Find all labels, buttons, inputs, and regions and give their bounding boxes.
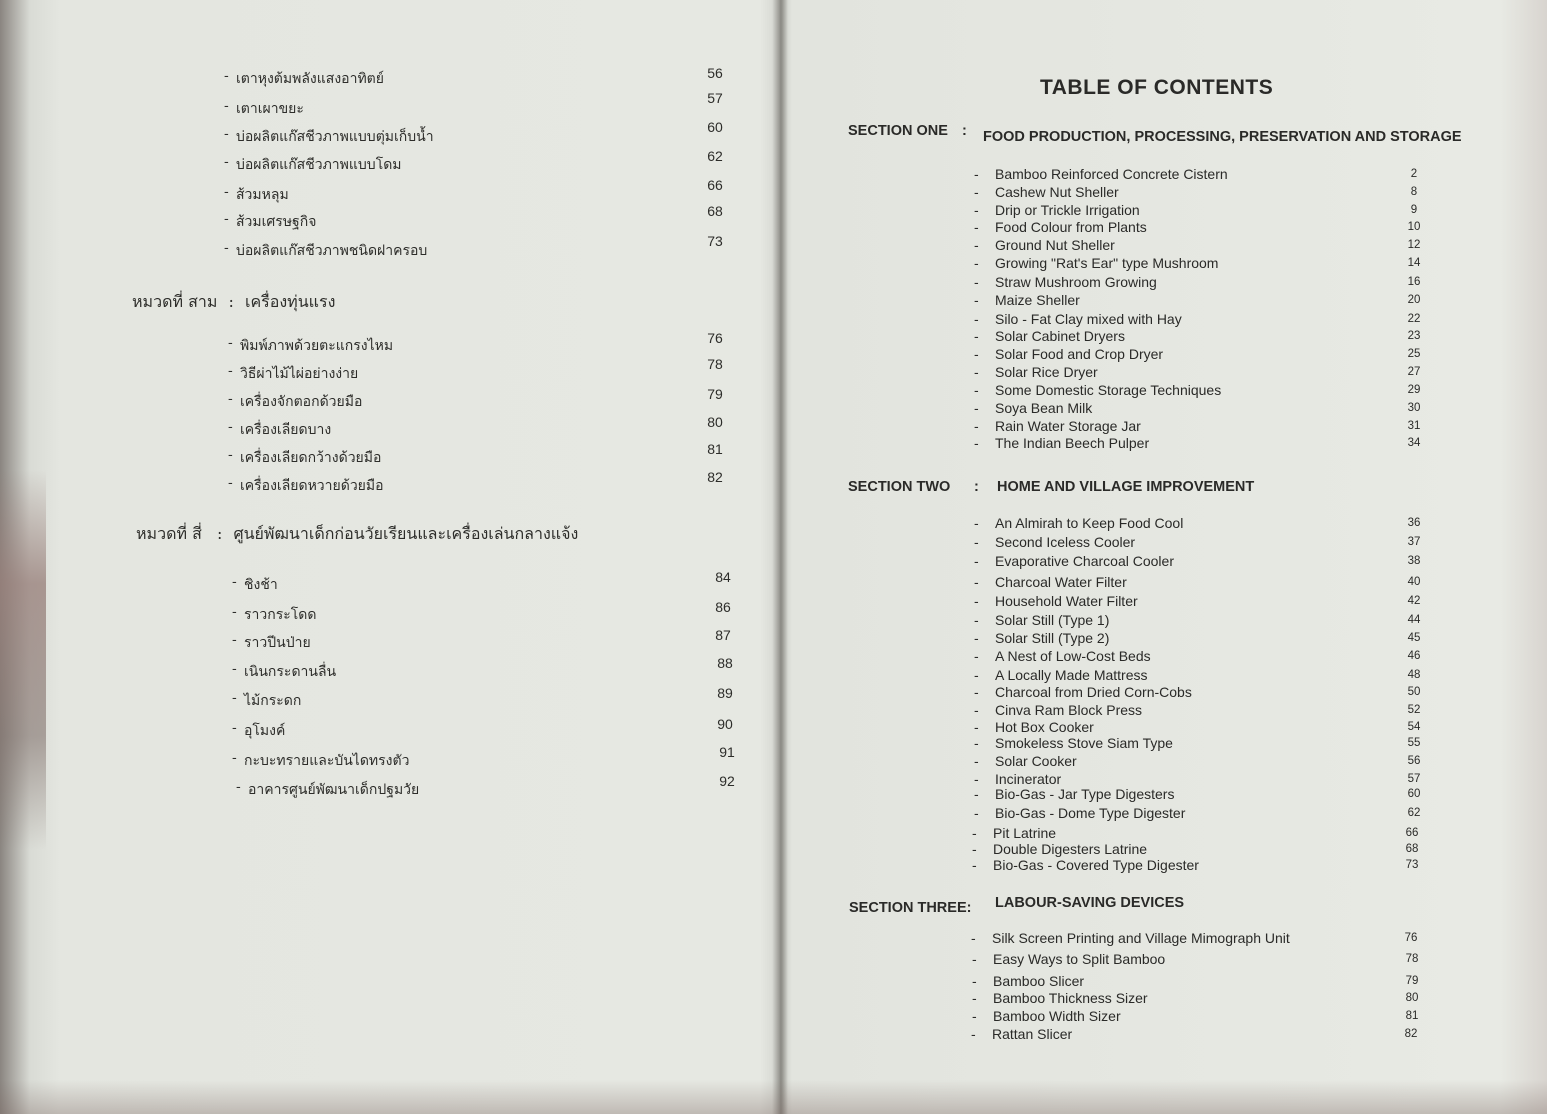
entry-label: Bio-Gas - Dome Type Digester [995, 805, 1186, 821]
entry-label: ราวปีนป่าย [244, 635, 311, 651]
page-number: 82 [707, 469, 723, 485]
page-number: 20 [1407, 294, 1421, 306]
bullet-dash: - [972, 841, 977, 857]
entry-label: Smokeless Stove Siam Type [995, 735, 1173, 751]
entry-label: ไม้กระดก [244, 693, 302, 709]
bullet-dash: - [972, 1008, 977, 1024]
page-number: 55 [1407, 737, 1421, 749]
toc-entry [970, 684, 1440, 702]
toc-entry [970, 311, 1440, 329]
bullet-dash: - [972, 951, 977, 967]
bullet-dash: - [232, 750, 237, 766]
bullet-dash: - [974, 382, 979, 398]
toc-entry [970, 630, 1440, 648]
page-number: 52 [1407, 704, 1421, 716]
section-colon: : [974, 479, 979, 495]
entry-label: Drip or Trickle Irrigation [995, 202, 1140, 218]
entry-label: Solar Still (Type 2) [995, 630, 1110, 646]
entry-label: เตาเผาขยะ [236, 101, 304, 117]
entry-label: กะบะทรายและบันไดทรงตัว [244, 753, 410, 769]
page-number: 80 [1405, 992, 1419, 1004]
page-number: 31 [1407, 420, 1421, 432]
page-number: 66 [1405, 827, 1419, 839]
bullet-dash: - [974, 166, 979, 182]
bullet-dash: - [972, 973, 977, 989]
bullet-dash: - [228, 475, 233, 491]
entry-label: Food Colour from Plants [995, 219, 1147, 235]
page-number: 79 [1405, 975, 1419, 987]
bullet-dash: - [974, 328, 979, 344]
page-number: 68 [1405, 843, 1419, 855]
section-colon: : [228, 292, 234, 311]
page-number: 87 [715, 627, 731, 643]
toc-entry [970, 667, 1440, 685]
entry-label: Charcoal from Dried Corn-Cobs [995, 684, 1192, 700]
page-title: TABLE OF CONTENTS [1040, 76, 1274, 99]
page-number: 36 [1407, 517, 1421, 529]
toc-entry [970, 274, 1440, 292]
page-number: 12 [1407, 239, 1421, 251]
page-number: 78 [707, 356, 723, 372]
page-number: 78 [1405, 953, 1419, 965]
section-title: FOOD PRODUCTION, PROCESSING, PRESERVATION AND STORAGE [983, 129, 1462, 145]
entry-label: Cashew Nut Sheller [995, 184, 1119, 200]
page-number: 73 [707, 233, 723, 249]
page-number: 48 [1407, 669, 1421, 681]
page-number: 2 [1410, 168, 1418, 180]
bullet-dash: - [974, 202, 979, 218]
bullet-dash: - [974, 684, 979, 700]
bullet-dash: - [228, 447, 233, 463]
entry-label: Silk Screen Printing and Village Mimograph Unit [992, 930, 1290, 946]
bullet-dash: - [224, 126, 229, 142]
page-number: 89 [717, 685, 733, 701]
entry-label: ส้วมเศรษฐกิจ [236, 214, 317, 230]
toc-entry [970, 702, 1440, 720]
page-number: 22 [1407, 313, 1421, 325]
bullet-dash: - [972, 990, 977, 1006]
section-heading [132, 290, 335, 315]
page-number: 57 [1407, 773, 1421, 785]
entry-label: The Indian Beech Pulper [995, 435, 1150, 451]
page-number: 10 [1407, 221, 1421, 233]
bullet-dash: - [974, 612, 979, 628]
entry-label: Solar Cabinet Dryers [995, 328, 1125, 344]
toc-entry [970, 292, 1440, 310]
entry-label: เครื่องเลียดกว้างด้วยมือ [240, 450, 382, 466]
entry-label: Pit Latrine [993, 825, 1057, 841]
bullet-dash: - [974, 311, 979, 327]
toc-entry [970, 364, 1440, 382]
bullet-dash: - [974, 274, 979, 290]
page-number: 84 [715, 569, 731, 585]
entry-label: เนินกระดานลื่น [244, 664, 337, 680]
bullet-dash: - [974, 237, 979, 253]
toc-entry [970, 202, 1440, 220]
bullet-dash: - [974, 771, 979, 787]
section-colon: : [962, 123, 967, 139]
bullet-dash: - [228, 363, 233, 379]
bullet-dash: - [971, 930, 976, 946]
entry-label: Some Domestic Storage Techniques [995, 382, 1222, 398]
page-number: 60 [707, 119, 723, 135]
toc-entry [970, 166, 1440, 184]
bullet-dash: - [236, 779, 241, 795]
toc-entry [970, 418, 1440, 436]
page-number: 76 [1404, 932, 1418, 944]
entry-label: A Nest of Low-Cost Beds [995, 648, 1151, 664]
page-number: 90 [717, 716, 733, 732]
bullet-dash: - [224, 240, 229, 256]
toc-entry [967, 1026, 1437, 1044]
toc-entry [970, 534, 1440, 552]
entry-label: Straw Mushroom Growing [995, 274, 1157, 290]
section-label: หมวดที่ สาม [132, 292, 218, 311]
bullet-dash: - [974, 667, 979, 683]
page-number: 56 [707, 65, 723, 81]
toc-entry [968, 990, 1438, 1008]
bullet-dash: - [974, 735, 979, 751]
toc-entry [970, 382, 1440, 400]
toc-entry [970, 805, 1440, 823]
bullet-dash: - [232, 604, 237, 620]
entry-label: Ground Nut Sheller [995, 237, 1115, 253]
bullet-dash: - [974, 184, 979, 200]
page-number: 60 [1407, 788, 1421, 800]
page-number: 81 [707, 441, 723, 457]
page-number: 56 [1407, 755, 1421, 767]
entry-label: เครื่องจักตอกด้วยมือ [240, 394, 363, 410]
section-title: เครื่องทุ่นแรง [244, 292, 336, 311]
bullet-dash: - [974, 719, 979, 735]
page-number: 9 [1410, 204, 1418, 216]
entry-label: พิมพ์ภาพด้วยตะแกรงไหม [240, 338, 394, 354]
entry-label: เครื่องเลียดหวายด้วยมือ [240, 478, 384, 494]
entry-label: Maize Sheller [995, 292, 1080, 308]
entry-label: An Almirah to Keep Food Cool [995, 515, 1184, 531]
section-label: SECTION TWO [848, 479, 951, 495]
toc-entry [970, 648, 1440, 666]
entry-label: Double Digesters Latrine [993, 841, 1148, 857]
toc-entry [970, 753, 1440, 771]
entry-label: บ่อผลิตแก๊สชีวภาพชนิดฝาครอบ [236, 243, 428, 259]
entry-label: Evaporative Charcoal Cooler [995, 553, 1174, 569]
entry-label: Household Water Filter [995, 593, 1138, 609]
bullet-dash: - [974, 702, 979, 718]
bullet-dash: - [974, 400, 979, 416]
entry-label: Incinerator [995, 771, 1062, 787]
bullet-dash: - [228, 335, 233, 351]
entry-label: Solar Food and Crop Dryer [995, 346, 1164, 362]
entry-label: ส้วมหลุม [236, 187, 289, 203]
toc-entry [970, 184, 1440, 202]
bullet-dash: - [974, 435, 979, 451]
toc-entry [970, 346, 1440, 364]
toc-entry [970, 328, 1440, 346]
entry-label: Growing "Rat's Ear" type Mushroom [995, 255, 1219, 271]
page-number: 40 [1407, 576, 1421, 588]
toc-entry [968, 857, 1438, 875]
page-number: 45 [1407, 632, 1421, 644]
toc-entry [970, 219, 1440, 237]
entry-label: ราวกระโดด [244, 607, 317, 623]
bullet-dash: - [974, 515, 979, 531]
toc-entry [970, 574, 1440, 592]
entry-label: อุโมงค์ [244, 723, 286, 739]
entry-label: วิธีผ่าไม้ไผ่อย่างง่าย [240, 366, 359, 382]
bullet-dash: - [974, 364, 979, 380]
toc-entry [967, 930, 1437, 948]
page-number: 46 [1407, 650, 1421, 662]
entry-label: Charcoal Water Filter [995, 574, 1127, 590]
page-number: 42 [1407, 595, 1421, 607]
page-number: 86 [715, 599, 731, 615]
entry-label: อาคารศูนย์พัฒนาเด็กปฐมวัย [248, 782, 420, 798]
bullet-dash: - [974, 805, 979, 821]
bullet-dash: - [974, 255, 979, 271]
page-number: 80 [707, 414, 723, 430]
entry-label: Bamboo Slicer [993, 973, 1085, 989]
section-colon: : [216, 524, 223, 543]
entry-label: Solar Cooker [995, 753, 1077, 769]
page-number: 54 [1407, 721, 1421, 733]
bullet-dash: - [228, 391, 233, 407]
toc-entry [968, 973, 1438, 991]
section-title: ศูนย์พัฒนาเด็กก่อนวัยเรียนและเครื่องเล่นกลางแจ้ง [233, 524, 579, 543]
bullet-dash: - [971, 1026, 976, 1042]
entry-label: บ่อผลิตแก๊สชีวภาพแบบโดม [236, 157, 402, 173]
bullet-dash: - [232, 690, 237, 706]
page-number: 29 [1407, 384, 1421, 396]
entry-label: Easy Ways to Split Bamboo [993, 951, 1166, 967]
page-number: 73 [1405, 859, 1419, 871]
page-number: 30 [1407, 402, 1421, 414]
entry-label: Silo - Fat Clay mixed with Hay [995, 311, 1182, 327]
entry-label: Rattan Slicer [992, 1026, 1073, 1042]
toc-entry [968, 1008, 1438, 1026]
bullet-dash: - [224, 68, 229, 84]
toc-entry [970, 612, 1440, 630]
page-number: 66 [707, 177, 723, 193]
page-number: 37 [1407, 536, 1421, 548]
entry-label: Cinva Ram Block Press [995, 702, 1143, 718]
page-number: 25 [1407, 348, 1421, 360]
entry-label: Bamboo Thickness Sizer [993, 990, 1148, 1006]
bullet-dash: - [972, 857, 977, 873]
toc-entry [970, 255, 1440, 273]
entry-label: Bio-Gas - Jar Type Digesters [995, 786, 1175, 802]
page-number: 91 [719, 744, 735, 760]
bullet-dash: - [974, 753, 979, 769]
page-number: 50 [1407, 686, 1421, 698]
entry-label: บ่อผลิตแก๊สชีวภาพแบบตุ่มเก็บน้ำ [236, 129, 434, 145]
entry-label: เครื่องเลียดบาง [240, 422, 332, 438]
page-number: 8 [1410, 186, 1418, 198]
page-number: 92 [719, 773, 735, 789]
section-title: LABOUR-SAVING DEVICES [995, 895, 1185, 911]
toc-entry [970, 515, 1440, 533]
entry-label: Bamboo Reinforced Concrete Cistern [995, 166, 1228, 182]
page-number: 38 [1407, 555, 1421, 567]
toc-entry [970, 553, 1440, 571]
bullet-dash: - [232, 661, 237, 677]
toc-entry [968, 951, 1438, 969]
page-number: 82 [1404, 1028, 1418, 1040]
bullet-dash: - [974, 574, 979, 590]
bullet-dash: - [232, 632, 237, 648]
entry-label: Rain Water Storage Jar [995, 418, 1141, 434]
bullet-dash: - [224, 184, 229, 200]
bullet-dash: - [974, 346, 979, 362]
toc-entry [970, 435, 1440, 453]
page-number: 62 [707, 148, 723, 164]
page-number: 23 [1407, 330, 1421, 342]
bullet-dash: - [974, 553, 979, 569]
bullet-dash: - [972, 825, 977, 841]
entry-label: Solar Rice Dryer [995, 364, 1098, 380]
section-label: หมวดที่ สี่ [136, 524, 202, 543]
bullet-dash: - [232, 574, 237, 590]
bullet-dash: - [974, 219, 979, 235]
page-number: 44 [1407, 614, 1421, 626]
bullet-dash: - [974, 593, 979, 609]
bullet-dash: - [224, 98, 229, 114]
bullet-dash: - [228, 419, 233, 435]
toc-entry [970, 237, 1440, 255]
toc-entry [970, 786, 1440, 804]
toc-entry [970, 593, 1440, 611]
toc-entry [970, 400, 1440, 418]
page-number: 16 [1407, 276, 1421, 288]
bullet-dash: - [974, 786, 979, 802]
page-number: 88 [717, 655, 733, 671]
page-number: 27 [1407, 366, 1421, 378]
page-number: 14 [1407, 257, 1421, 269]
page-number: 81 [1405, 1010, 1419, 1022]
bullet-dash: - [974, 648, 979, 664]
section-title: HOME AND VILLAGE IMPROVEMENT [997, 479, 1255, 495]
entry-label: ชิงช้า [244, 577, 278, 593]
toc-entry [970, 735, 1440, 753]
entry-label: Bio-Gas - Covered Type Digester [993, 857, 1199, 873]
entry-label: A Locally Made Mattress [995, 667, 1148, 683]
section-label: SECTION ONE [848, 123, 948, 139]
page-number: 62 [1407, 807, 1421, 819]
entry-label: Solar Still (Type 1) [995, 612, 1110, 628]
bullet-dash: - [224, 211, 229, 227]
bullet-dash: - [232, 720, 237, 736]
page-number: 57 [707, 90, 723, 106]
bullet-dash: - [974, 418, 979, 434]
entry-label: Hot Box Cooker [995, 719, 1094, 735]
entry-label: Bamboo Width Sizer [993, 1008, 1121, 1024]
bullet-dash: - [974, 292, 979, 308]
section-heading [136, 522, 578, 547]
entry-label: Soya Bean Milk [995, 400, 1093, 416]
page-number: 68 [707, 203, 723, 219]
page-number: 34 [1407, 437, 1421, 449]
page-number: 76 [707, 330, 723, 346]
page-number: 79 [707, 386, 723, 402]
entry-label: เตาหุงต้มพลังแสงอาทิตย์ [236, 71, 384, 87]
section-label: SECTION THREE: [849, 900, 972, 916]
bullet-dash: - [974, 534, 979, 550]
bullet-dash: - [974, 630, 979, 646]
entry-label: Second Iceless Cooler [995, 534, 1136, 550]
bullet-dash: - [224, 154, 229, 170]
